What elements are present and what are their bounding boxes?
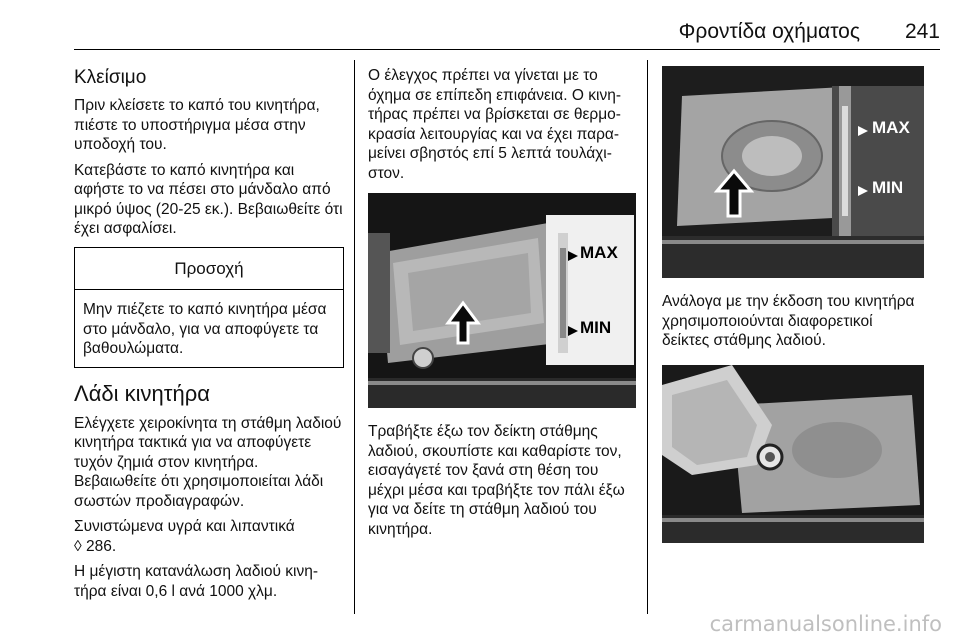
engine-illustration-2 [662, 66, 924, 278]
closing-paragraph-1: Πριν κλείσετε το καπό του κινητήρα, πιέστε το υποστήριγμα μέσα στην υποδοχή του. [74, 97, 320, 153]
engine-dipstick-image-1 [368, 193, 636, 408]
right-column [662, 66, 924, 543]
oil-filling-illustration [662, 365, 924, 543]
engine-illustration-1 [368, 193, 636, 408]
check-conditions-paragraph: Ο έλεγχος πρέπει να γίνεται με το όχημα σε επίπεδη επιφάνεια. Ο κινητήρας πρέπει να βρίσκεται σε θερμοκρασία λειτουργίας και να έχει παραμείνει σβηστός επί 5 λεπτά τουλάχιστον. [368, 67, 621, 182]
dipstick-instructions-paragraph: Τραβήξτε έξω τον δείκτη στάθμης λαδιού, σκουπίστε και καθαρίστε τον, εισαγάγετέ τον ξανά στη θέση του μέχρι μέσα και τραβήξτε τον πάλι έξω για να δείτε τη στάθμη λαδιού του κινητήρα. [368, 423, 625, 538]
max-label-1: MAX [580, 243, 618, 262]
middle-column [368, 66, 636, 545]
recommended-fluids-text: Συνιστώμενα υγρά και λιπαντικά [74, 518, 295, 535]
min-label-1: MIN [580, 318, 612, 337]
oil-paragraph-1: Ελέγχετε χειροκίνητα τη στάθμη λαδιού κινητήρα τακτικά για να αποφύγετε τυχόν ζημιά στον κινητήρα. Βεβαιωθείτε ότι χρησιμοποιείται λάδι σωστών προδιαγραφών. [74, 414, 342, 510]
watermark: carmanualsonline.info [709, 612, 942, 636]
column-divider-1 [354, 60, 355, 614]
oil-filling-image [662, 365, 924, 543]
dipstick-variants-paragraph: Ανάλογα με την έκδοση του κινητήρα χρησιμοποιούνται διαφορετικοί δείκτες στάθμης λαδιού. [662, 293, 915, 349]
engine-dipstick-image-2 [662, 66, 924, 278]
left-column [74, 66, 344, 607]
max-label-2: MAX [872, 118, 910, 137]
caution-title: Προσοχή [75, 248, 343, 291]
oil-paragraph-3: Η μέγιστη κατανάλωση λαδιού κινητήρα είναι 0,6 l ανά 1000 χλμ. [74, 563, 319, 600]
engine-oil-heading: Λάδι κινητήρα [74, 380, 210, 406]
min-label-2: MIN [872, 178, 904, 197]
closing-paragraph-2: Κατεβάστε το καπό κινητήρα και αφήστε το να πέσει στο μάνδαλο από μικρό ύψος (20-25 εκ.). Βεβαιωθείτε ότι έχει ασφαλίσει. [74, 161, 343, 237]
page-number: 241 [904, 20, 940, 43]
reference-arrow-icon: ◊ [74, 537, 82, 555]
caution-text: Μην πιέζετε το καπό κινητήρα μέσα στο μάνδαλο, για να αποφύγετε τα βαθουλώματα. [83, 301, 327, 357]
page-header-title: Φροντίδα οχήματος [678, 20, 860, 43]
reference-page-link[interactable]: 286. [85, 537, 117, 555]
header-rule [74, 49, 940, 50]
oil-paragraph-2 [74, 517, 344, 556]
closing-heading: Κλείσιμο [74, 67, 147, 88]
column-divider-2 [647, 60, 648, 614]
caution-box [74, 247, 344, 368]
